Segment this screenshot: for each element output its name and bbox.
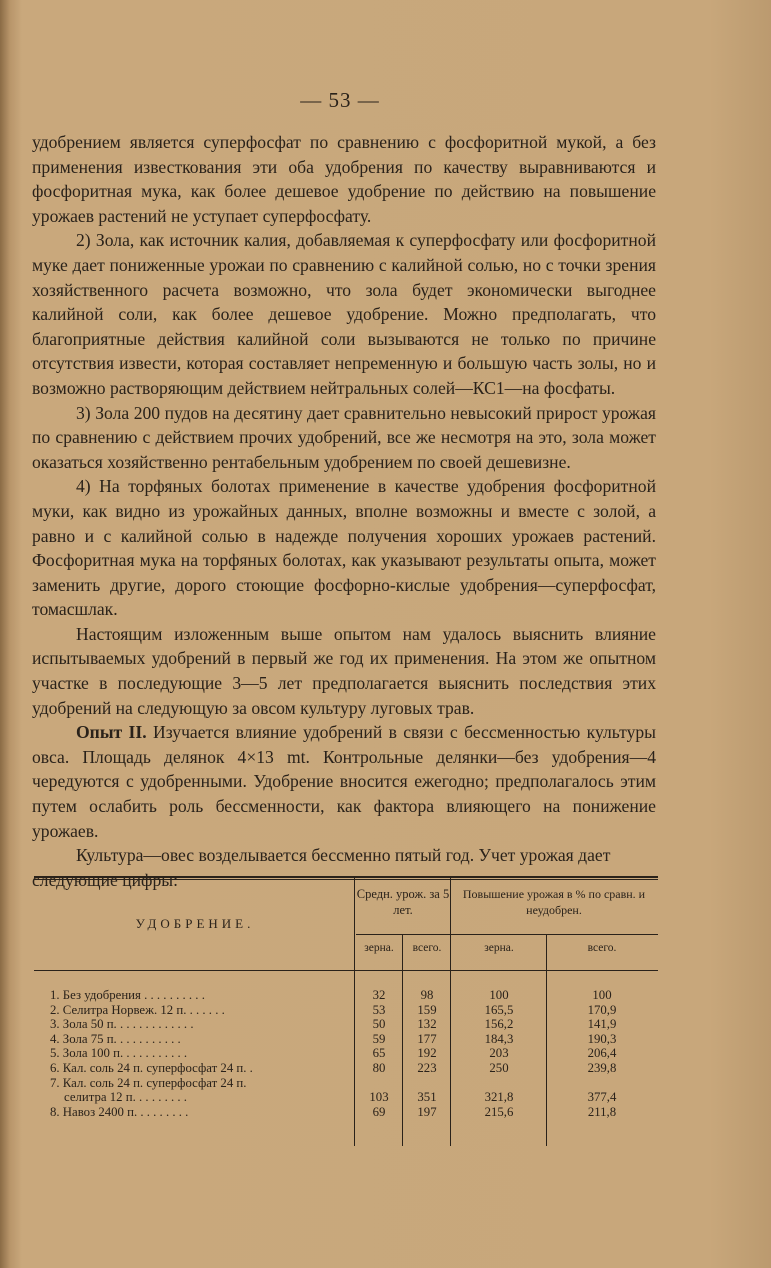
cell-fertilizer: селитра 12 п. . . . . . . . . bbox=[64, 1090, 188, 1105]
paragraph-1: удобрением является суперфосфат по сравнению с фосфоритной мукой, а без применения известкования эти оба удобрения по качеству выравниваются и фосфоритная мука, как более дешевое удобрение по действию на повышение урожаев растений не уступает суперфосфату. bbox=[32, 132, 656, 226]
paragraph-3: 3) Зола 200 пудов на десятину дает сравнительно невысокий прирост урожая по сравнению с действием прочих удобрений, все же несмотря на это, зола может оказаться хозяйственно рентабельным удобрением по своей дешевизне. bbox=[32, 402, 656, 472]
cell-fertilizer: 2. Селитра Норвеж. 12 п. . . . . . . bbox=[50, 1002, 225, 1017]
cell-grain: 69 bbox=[372, 1104, 386, 1119]
subheader-total: всего. bbox=[412, 942, 442, 954]
cell-grain: 103 bbox=[369, 1090, 389, 1105]
cell-total-pct: 141,9 bbox=[587, 1017, 617, 1032]
table-row bbox=[34, 1090, 658, 1105]
cell-grain-pct: 165,5 bbox=[484, 1002, 514, 1017]
cell-grain-pct: 203 bbox=[489, 1046, 509, 1061]
table-row bbox=[34, 1032, 658, 1047]
cell-total-pct: 206,4 bbox=[587, 1046, 617, 1061]
cell-total-pct: 239,8 bbox=[587, 1061, 617, 1075]
cell-fertilizer: 3. Зола 50 п. . . . . . . . . . . . . bbox=[50, 1017, 194, 1032]
table-row bbox=[34, 1105, 658, 1120]
cell-total-pct: 190,3 bbox=[587, 1031, 617, 1046]
cell-grain-pct: 100 bbox=[489, 988, 509, 1002]
cell-total: 177 bbox=[417, 1031, 437, 1046]
cell-grain-pct: 321,8 bbox=[484, 1090, 514, 1105]
cell-total-pct: 170,9 bbox=[587, 1002, 617, 1017]
cell-total-pct: 377,4 bbox=[587, 1090, 617, 1105]
subheader-grain-pct: зерна. bbox=[484, 942, 514, 954]
results-table bbox=[34, 876, 658, 1166]
table-row bbox=[34, 1003, 658, 1018]
experiment-label: Опыт II. bbox=[76, 722, 147, 743]
subheader-grain: зерна. bbox=[364, 942, 394, 954]
cell-total: 197 bbox=[417, 1104, 437, 1119]
cell-grain: 65 bbox=[372, 1046, 386, 1061]
header-fertilizer: УДОБРЕНИЕ. bbox=[135, 916, 255, 931]
cell-fertilizer: 4. Зола 75 п. . . . . . . . . . . bbox=[50, 1031, 181, 1046]
table-row bbox=[34, 1076, 658, 1091]
cell-total: 132 bbox=[417, 1017, 437, 1032]
cell-grain-pct: 250 bbox=[489, 1061, 509, 1075]
header-yield-increase: Повышение урожая в % по сравн. и неудобрен. bbox=[462, 887, 646, 917]
cell-fertilizer: 1. Без удобрения . . . . . . . . . . bbox=[50, 988, 205, 1002]
cell-grain: 80 bbox=[372, 1061, 386, 1075]
cell-total-pct: 211,8 bbox=[587, 1104, 617, 1119]
cell-grain: 53 bbox=[372, 1002, 386, 1017]
cell-grain: 59 bbox=[372, 1031, 386, 1046]
cell-grain-pct: 184,3 bbox=[484, 1031, 514, 1046]
table-row bbox=[34, 1061, 658, 1076]
table-row bbox=[34, 988, 658, 1003]
cell-grain-pct: 215,6 bbox=[484, 1104, 514, 1119]
cell-fertilizer: 6. Кал. соль 24 п. суперфосфат 24 п. . bbox=[50, 1061, 253, 1075]
table-row bbox=[34, 1046, 658, 1061]
table-row bbox=[34, 1017, 658, 1032]
page-number: — 53 — bbox=[300, 88, 380, 112]
subheader-total-pct: всего. bbox=[587, 942, 617, 954]
paragraph-4: 4) На торфяных болотах применение в качестве удобрения фосфоритной муки, как видно из урожайных данных, вполне возможны и вместе с золой, а равно и с калийной солью в надежде получения хороших урожаев растений. Фосфоритная мука на торфяных болотах, как указывают результаты опыта, может заменить другие, дорого стоющие фосфорно-кислые удобрения—суперфосфат, томасшлак. bbox=[32, 476, 656, 620]
cell-total: 98 bbox=[420, 988, 434, 1002]
paragraph-2: 2) Зола, как источник калия, добавляемая к суперфосфату или фосфоритной муке дает пониженные урожаи по сравнению с калийной солью, но с точки зрения хозяйственного расчета возможно, что зола будет экономически выгоднее калийной соли, как более дешевое удобрение. Можно предполагать, что благоприятные действия калийной соли вызываются не только по причине отсутствия извести, которая составляет непременную и большую часть золы, но и возможно растворяющим действием нейтральных солей—КС1—на фосфаты. bbox=[32, 230, 656, 398]
cell-total-pct: 100 bbox=[592, 988, 612, 1002]
cell-grain: 50 bbox=[372, 1017, 386, 1032]
experiment-text: Изучается влияние удобрений в связи с бессменностью культуры овса. Площадь делянок 4×13 mt. Контрольные делянки—без удобрения—4 чередуются с удобренными. Удобрение вносится ежегодно; предполагалось этим путем ослабить роль бессменности, как фактора влияющего на понижение урожаев. bbox=[32, 722, 656, 841]
cell-total: 223 bbox=[417, 1061, 437, 1075]
header-average-yield: Средн. урож. за 5 лет. bbox=[356, 887, 450, 917]
cell-grain-pct: 156,2 bbox=[484, 1017, 514, 1032]
cell-total: 159 bbox=[417, 1002, 437, 1017]
cell-grain: 32 bbox=[372, 988, 386, 1002]
cell-total: 192 bbox=[417, 1046, 437, 1061]
cell-total: 351 bbox=[417, 1090, 437, 1105]
cell-fertilizer: 8. Навоз 2400 п. . . . . . . . . bbox=[50, 1104, 189, 1119]
paragraph-5: Настоящим изложенным выше опытом нам удалось выяснить влияние испытываемых удобрений в первый же год их применения. На этом же опытном участке в последующие 3—5 лет предполагается выяснить последствия этих удобрений на следующую за овсом культуру луговых трав. bbox=[32, 623, 656, 718]
body-text bbox=[32, 130, 656, 892]
experiment-paragraph bbox=[32, 720, 656, 843]
cell-fertilizer: 7. Кал. соль 24 п. суперфосфат 24 п. bbox=[50, 1075, 247, 1090]
cell-fertilizer: 5. Зола 100 п. . . . . . . . . . . bbox=[50, 1046, 188, 1061]
culture-paragraph: Культура—овес возделывается бессменно пятый год. Учет урожая дает следующие цифры: bbox=[32, 845, 611, 890]
